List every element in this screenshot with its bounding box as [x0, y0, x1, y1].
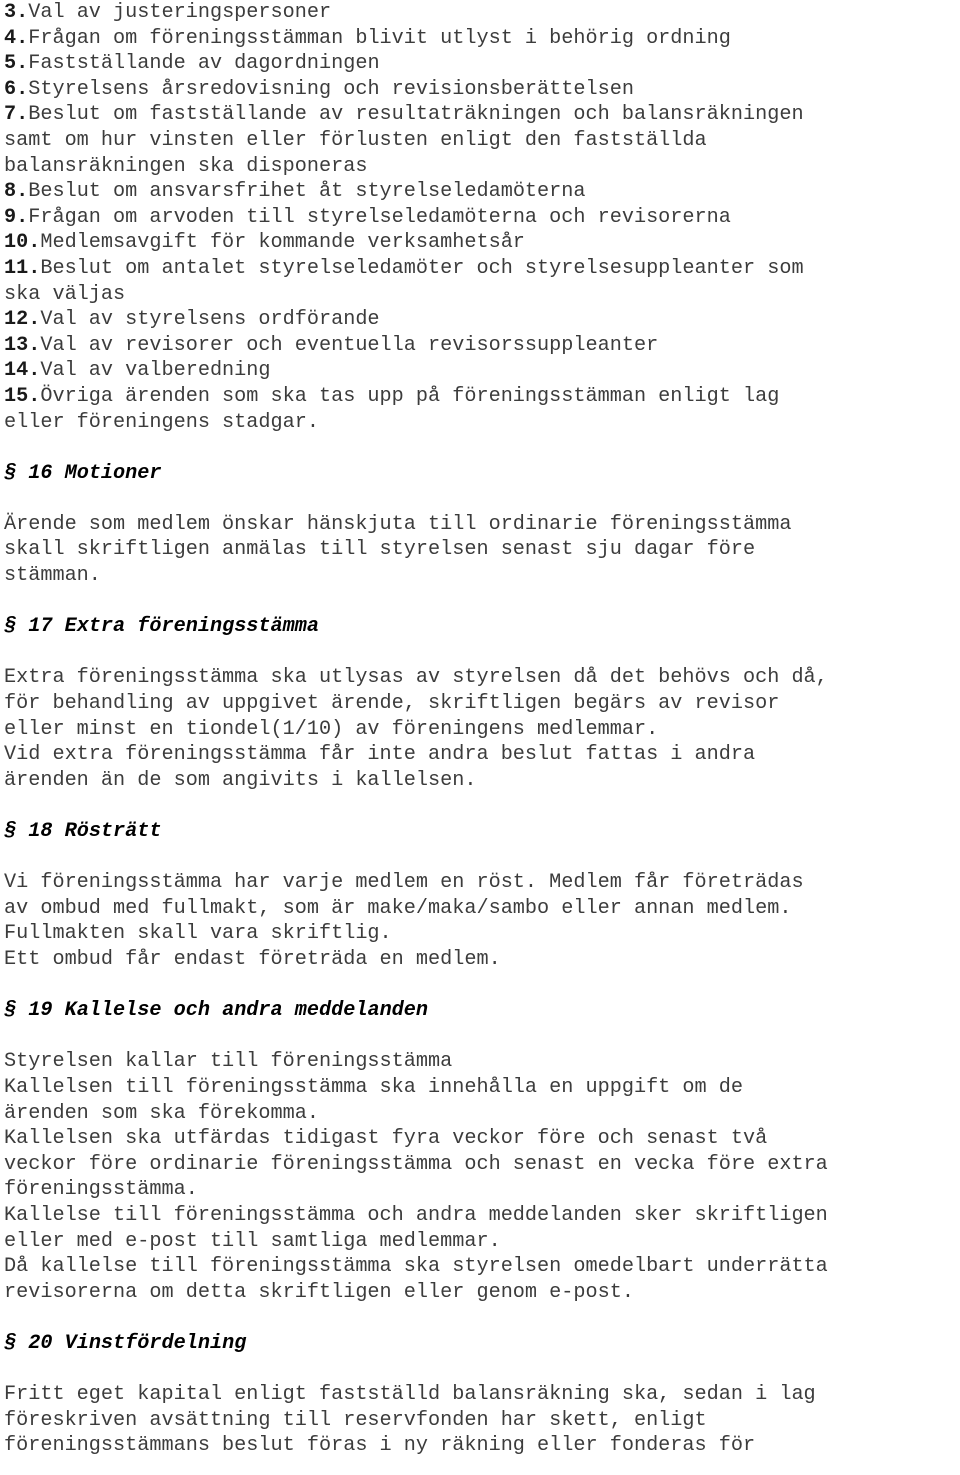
section-body-line: av ombud med fullmakt, som är make/maka/sambo eller annan medlem. [4, 896, 792, 920]
sections-container [4, 435, 960, 1459]
list-item [4, 102, 960, 128]
section [4, 1305, 960, 1459]
section-sign: § [4, 461, 17, 485]
list-item-number: 7. [4, 103, 29, 127]
section-heading [4, 614, 960, 640]
list-item [4, 77, 960, 103]
section-body-line: Styrelsen kallar till föreningsstämma [4, 1050, 453, 1074]
list-item [4, 282, 960, 308]
section-body-line: föreskriven avsättning till reservfonden har skett, enligt [4, 1408, 707, 1432]
list-item-text: balansräkningen ska disponeras [4, 154, 368, 178]
section-title: 18 Rösträtt [28, 820, 162, 843]
list-item-text: Beslut om fastställande av resultaträkningen och balansräkningen [28, 103, 804, 127]
section-body-line: Fritt eget kapital enligt fastställd balansräkning ska, sedan i lag [4, 1383, 816, 1407]
list-item-number: 15. [4, 384, 41, 408]
list-item-text: Styrelsens årsredovisning och revisionsberättelsen [28, 77, 634, 101]
section-body-line: revisorerna om detta skriftligen eller genom e-post. [4, 1280, 634, 1304]
section-title: 20 Vinstfördelning [28, 1331, 247, 1355]
list-item-text: Val av styrelsens ordförande [40, 308, 380, 332]
section-body-line: eller med e-post till samtliga medlemmar. [4, 1229, 501, 1253]
section-body-line: Kallelsen till föreningsstämma ska innehålla en uppgift om de [4, 1075, 743, 1099]
list-item-number: 6. [4, 77, 29, 101]
list-item [4, 410, 960, 436]
list-item-number: 13. [4, 333, 41, 357]
section-body-line: föreningsstämmans beslut föras i ny räkning eller fonderas för [4, 1434, 756, 1458]
section-body-line: Extra föreningsstämma ska utlysas av styrelsen då det behövs och då, [4, 666, 828, 690]
list-item [4, 154, 960, 180]
list-item-text: samt om hur vinsten eller förlusten enligt den fastställda [4, 128, 707, 152]
section-sign: § [4, 820, 17, 843]
list-item-text: eller föreningens stadgar. [4, 410, 319, 434]
section-heading [4, 1331, 960, 1357]
list-item-text: Fastställande av dagordningen [28, 52, 380, 76]
section-title: 17 Extra föreningsstämma [28, 615, 319, 639]
list-item-number: 3. [4, 1, 29, 24]
section-sign: § [4, 1331, 17, 1355]
list-item [4, 128, 960, 154]
list-item-number: 5. [4, 52, 29, 76]
section-title: 16 Motioner [28, 461, 162, 485]
section-body-line: Vi föreningsstämma har varje medlem en röst. Medlem får företrädas [4, 871, 804, 895]
list-item-text: Val av valberedning [40, 359, 271, 383]
list-item-number: 11. [4, 256, 41, 280]
list-item-text: Medlemsavgift för kommande verksamhetsår [40, 231, 525, 255]
list-item [4, 307, 960, 333]
list-item [4, 26, 960, 52]
list-item-text: Övriga ärenden som ska tas upp på föreningsstämman enligt lag [40, 384, 780, 408]
list-item [4, 384, 960, 410]
list-item-text: Val av justeringspersoner [28, 1, 332, 24]
list-item [4, 333, 960, 359]
list-item-number: 14. [4, 359, 41, 383]
section-body-line: Då kallelse till föreningsstämma ska styrelsen omedelbart underrätta [4, 1255, 828, 1279]
list-item [4, 51, 960, 77]
list-item-number: 9. [4, 205, 29, 229]
list-item [4, 230, 960, 256]
list-item-text: Val av revisorer och eventuella revisorssuppleanter [40, 333, 659, 357]
list-item-text: Beslut om ansvarsfrihet åt styrelseledamöterna [28, 180, 586, 204]
section [4, 793, 960, 972]
list-item [4, 0, 960, 26]
agenda-list [4, 0, 960, 435]
list-item [4, 179, 960, 205]
section-body-line: Kallelse till föreningsstämma och andra meddelanden sker skriftligen [4, 1203, 828, 1227]
list-item-number: 4. [4, 26, 29, 50]
list-item-number: 8. [4, 180, 29, 204]
section-body-line: föreningsstämma. [4, 1178, 198, 1202]
list-item-number: 12. [4, 308, 41, 332]
section-body-line: skall skriftligen anmälas till styrelsen senast sju dagar före [4, 538, 756, 562]
list-item [4, 358, 960, 384]
document-page [4, 0, 960, 1459]
section-body-line: stämman. [4, 564, 101, 588]
section-body-line: ärenden än de som angivits i kallelsen. [4, 768, 477, 792]
section-heading [4, 819, 960, 845]
section-heading [4, 998, 960, 1024]
section [4, 435, 960, 589]
list-item-text: Frågan om föreningsstämman blivit utlyst i behörig ordning [28, 26, 731, 50]
list-item-text: Beslut om antalet styrelseledamöter och styrelsesuppleanter som [40, 256, 804, 280]
section-body-line: eller minst en tiondel(1/10) av föreningens medlemmar. [4, 717, 659, 741]
section [4, 589, 960, 794]
section-heading [4, 461, 960, 487]
section-body-line: veckor före ordinarie föreningsstämma och senast en vecka före extra [4, 1152, 828, 1176]
section-body-line: Vid extra föreningsstämma får inte andra beslut fattas i andra [4, 743, 756, 767]
section-body-line: Ett ombud får endast företräda en medlem. [4, 947, 501, 971]
section-body-line: ärenden som ska förekomma. [4, 1101, 319, 1125]
list-item-text: Frågan om arvoden till styrelseledamöterna och revisorerna [28, 205, 731, 229]
list-item-text: ska väljas [4, 282, 126, 306]
list-item [4, 256, 960, 282]
section-body-line: för behandling av uppgivet ärende, skriftligen begärs av revisor [4, 692, 780, 716]
list-item [4, 205, 960, 231]
section-sign: § [4, 999, 17, 1023]
section-sign: § [4, 615, 17, 639]
section-body-line: Ärende som medlem önskar hänskjuta till ordinarie föreningsstämma [4, 512, 792, 536]
section-body-line: Fullmakten skall vara skriftlig. [4, 922, 392, 946]
list-item-number: 10. [4, 231, 41, 255]
section [4, 973, 960, 1306]
section-body-line: Kallelsen ska utfärdas tidigast fyra veckor före och senast två [4, 1127, 768, 1151]
section-title: 19 Kallelse och andra meddelanden [28, 999, 429, 1023]
